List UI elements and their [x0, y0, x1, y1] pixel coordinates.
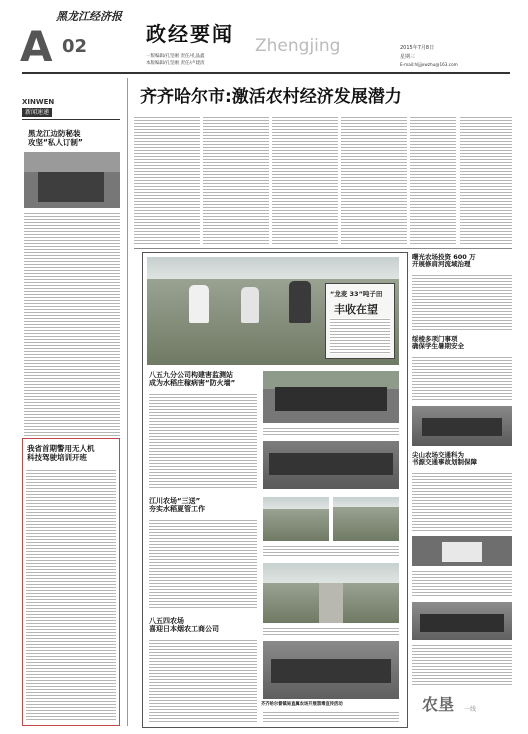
story-a-title: 八五九分公司构建害监测站 成为水稻庄稼病害“防火墙” [149, 371, 236, 388]
nongken-logo-sub: 一线 [464, 706, 477, 713]
bottom-caption-body [263, 711, 399, 723]
contact-email: E-mail:hljjjxwzhu@163.com [400, 62, 458, 67]
sidebar-label-en: XINWEN [22, 98, 55, 106]
story-c-title: 八五四农场 喜迎日本烟农工商公司 [149, 617, 219, 634]
paddy-photo-1 [263, 497, 329, 541]
nongken-logo [420, 690, 510, 720]
story-c-body [149, 639, 257, 723]
sidebar-story-2-title: 我省首期警用无人机 科技驾驶培训开班 [27, 444, 95, 462]
story-a-body [149, 393, 257, 489]
lead-bottom-rule [134, 248, 512, 249]
story-b-body [149, 519, 257, 609]
sidebar [22, 78, 122, 728]
right-photo-2-caption [412, 570, 512, 598]
page-header [0, 0, 528, 72]
lead-body-col-6 [460, 116, 512, 244]
wheat-field-photo [147, 257, 399, 365]
paddy-photo-2 [333, 497, 399, 541]
right-photo-3 [412, 602, 512, 640]
right-column [410, 252, 514, 726]
lead-body-col-2 [203, 116, 269, 244]
right-story-2-body [412, 356, 512, 402]
lead-body-col-1 [134, 116, 200, 244]
lead-headline: 齐齐哈尔市:激活农村经济发展潜力 [140, 87, 402, 107]
crowd-photo [263, 441, 399, 489]
column-divider [127, 78, 128, 726]
page-letter: A [20, 22, 53, 71]
right-photo-1 [412, 406, 512, 446]
photo-badge-body [330, 318, 390, 354]
right-story-3-body [412, 472, 512, 532]
photo-badge-line-1: “龙麦 33”吨子田 [330, 290, 383, 298]
photo-badge-line-2: 丰收在望 [334, 303, 378, 316]
right-photo-2 [412, 536, 512, 566]
sidebar-story-1-photo [24, 152, 120, 208]
staff-line-1: 一版编辑/孔坚刚 责任/孔晶鑫 [146, 54, 205, 59]
sidebar-label-cn: 新闻速递 [22, 108, 52, 117]
right-story-2-title: 绥棱多项门事项 确保学生暑期安全 [412, 335, 464, 351]
right-story-1-title: 曙光农场投资 600 万 开展修肩河流域治理 [412, 253, 476, 269]
staff-line-2: 本版编辑/孔坚刚 责任/卢建清 [146, 61, 205, 66]
field-road-photo [263, 563, 399, 623]
header-rule [22, 72, 510, 74]
paddy-caption [263, 545, 399, 557]
inspection-team-photo [263, 371, 399, 423]
sidebar-rule [22, 119, 120, 120]
section-pinyin: Zhengjing [255, 36, 341, 56]
nongken-logo-text: 农垦 [422, 695, 455, 714]
paper-name: 黑龙江经济报 [56, 10, 122, 23]
issue-weekday: 星期三 [400, 54, 416, 60]
sidebar-story-1-body [24, 212, 120, 436]
sidebar-story-2-box [22, 438, 120, 726]
section-title: 政经要闻 [146, 22, 234, 46]
page-number: 02 [62, 36, 88, 57]
issue-date: 2015年7月8日 [400, 45, 435, 51]
right-story-1-body [412, 274, 512, 330]
story-b-title: 江川农场“三送” 夯实水稻夏管工作 [149, 497, 205, 514]
event-photo [263, 641, 399, 699]
lead-body-col-4 [341, 116, 407, 244]
sidebar-story-2-body [26, 469, 116, 721]
lead-body-col-3 [272, 116, 338, 244]
team-photo-caption [263, 427, 399, 437]
feature-box [142, 252, 408, 728]
right-photo-3-caption [412, 644, 512, 686]
lead-body-col-5 [410, 116, 456, 244]
sidebar-story-1-title: 黑龙江边防秘装 攻坚“私人订制” [28, 129, 83, 147]
road-photo-caption [263, 627, 399, 637]
right-story-3-title: 尖山农场交通科为 书源交通事故划制保障 [412, 451, 477, 467]
bottom-caption: 齐齐哈尔督镇局直属农场开展禁毒宣传活动 [261, 702, 343, 707]
photo-badge [325, 283, 395, 359]
